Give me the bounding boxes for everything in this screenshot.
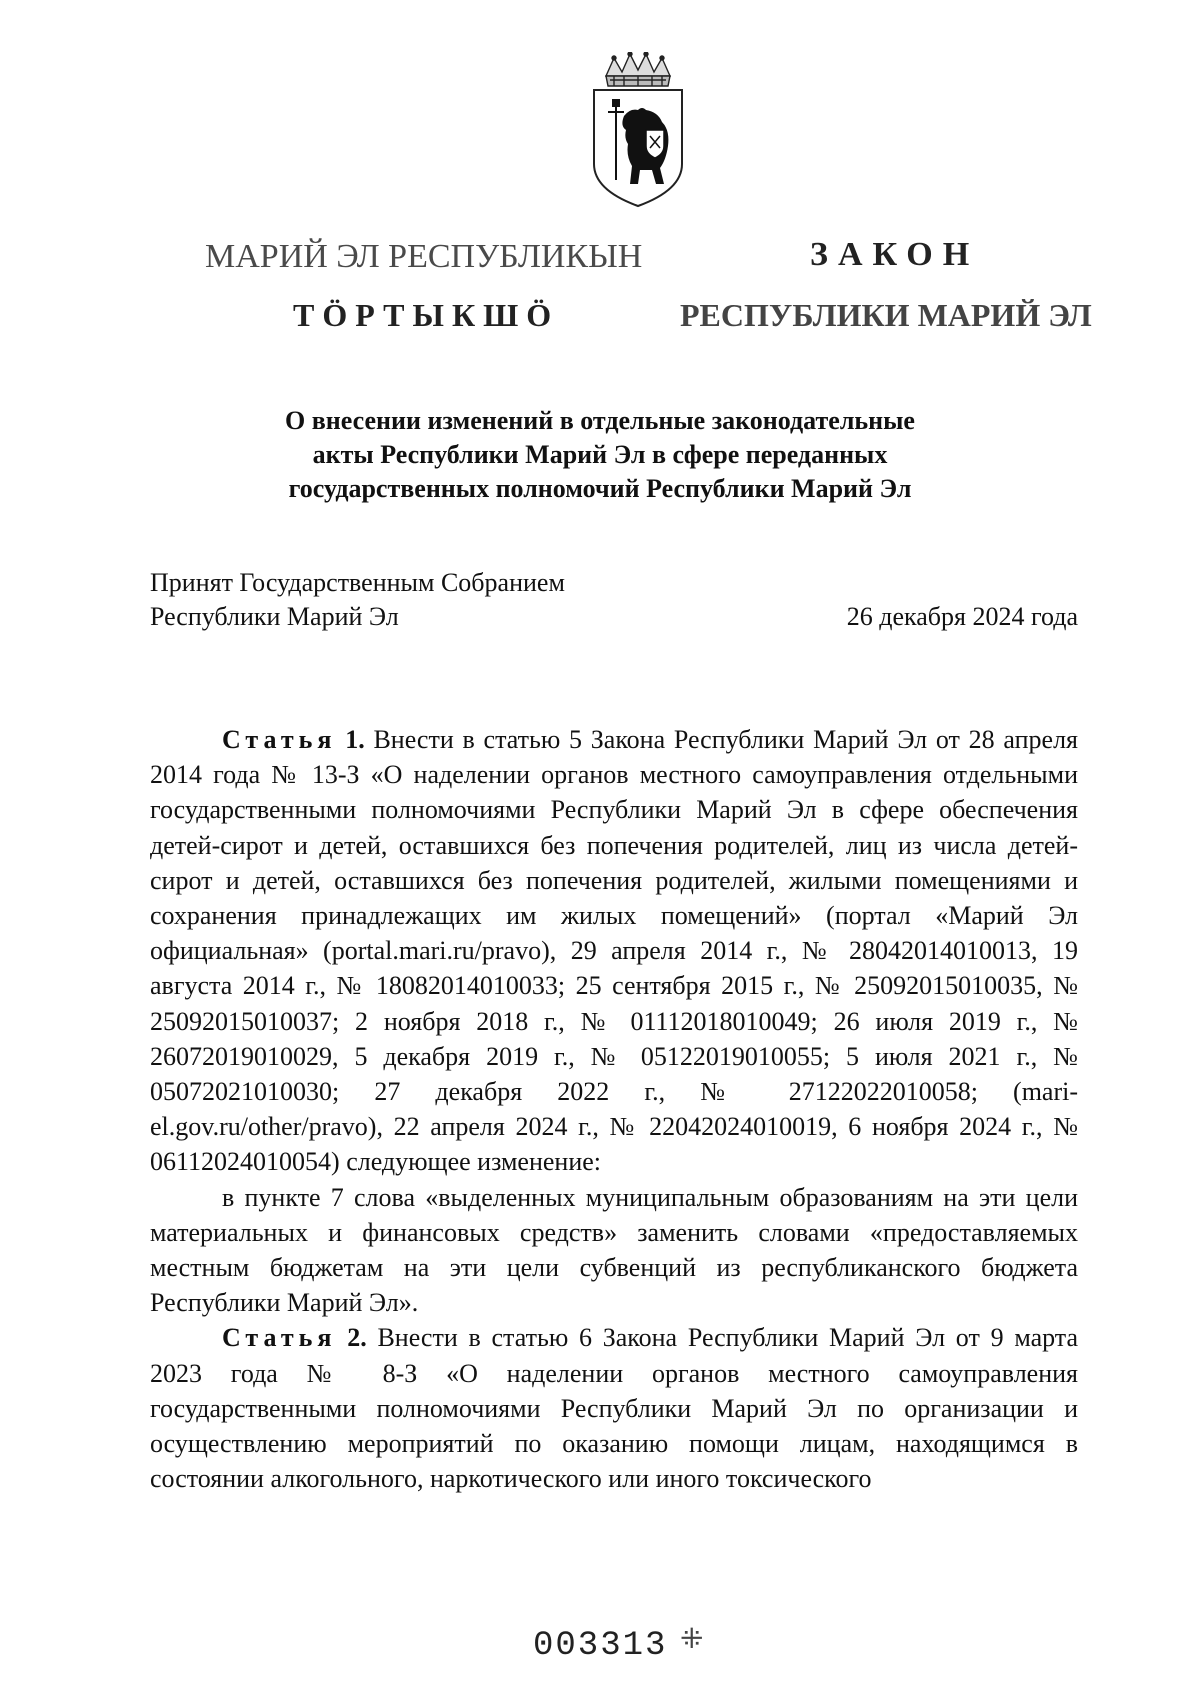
adoption-line-2: Республики Марий Эл — [150, 602, 399, 631]
adoption-statement — [150, 566, 565, 634]
header-law-word: ЗАКОН — [810, 236, 980, 273]
title-line-1: О внесении изменений в отдельные законодательные — [285, 406, 915, 435]
article-1-amendment: в пункте 7 слова «выделенных муниципальным образованиям на эти цели материальных и финансовых средств» заменить словами «предоставляемых местным бюджетам на эти цели субвенций из республиканского бюджета Республики Марий Эл». — [150, 1182, 1078, 1318]
article-1-label: Статья — [222, 725, 337, 754]
adoption-line-1: Принят Государственным Собранием — [150, 568, 565, 597]
header-mari-republic: МАРИЙ ЭЛ РЕСПУБЛИКЫН — [205, 238, 643, 275]
serial-mark-icon: ⁜ — [680, 1624, 704, 1655]
article-2-label: Статья — [222, 1323, 337, 1353]
header-mari-law-word: ТӦРТЫКШӦ — [293, 297, 560, 333]
title-line-2: акты Республики Марий Эл в сфере переданных — [312, 440, 888, 469]
coat-of-arms-icon — [584, 52, 692, 210]
article-2 — [150, 1320, 1078, 1496]
document-title — [150, 404, 1050, 506]
title-line-3: государственных полномочий Республики Марий Эл — [288, 474, 912, 503]
article-2-text: Внести в статью 6 Закона Республики Марий Эл от 9 марта 2023 года № 8-З «О наделении органов местного самоуправления государственными полномочиями Республики Марий Эл по организации и осуществлению мероприятий по оказанию помощи лицам, находящимся в состоянии алкогольного, наркотического или иного токсического — [150, 1323, 1079, 1494]
document-body — [150, 722, 1078, 1496]
article-1 — [150, 722, 1078, 1180]
header-republic-name: РЕСПУБЛИКИ МАРИЙ ЭЛ — [680, 297, 1092, 333]
article-1-text: Внести в статью 5 Закона Республики Марий Эл от 28 апреля 2014 года № 13-З «О наделении органов местного самоуправления отдельными государственными полномочиями Республики Марий Эл в сфере обеспечения детей-сирот и детей, оставшихся без попечения родителей, лиц из числа детей-сирот и детей, оставшихся без попечения родителей, жилыми помещениями и сохранения принадлежащих им жилых помещений» (портал «Марий Эл официальная» (portal.mari.ru/pravo), 29 апреля 2014 г., № 28042014010013, 19 августа 2014 г., № 18082014010033; 25 сентября 2015 г., № 25092015010035, № 25092015010037; 2 ноября 2018 г., № 01112018010049; 26 июля 2019 г., № 26072019010029, 5 декабря 2019 г., № 05122019010055; 5 июля 2021 г., № 05072021010030; 27 декабря 2022 г., № 27122022010058; (mari-el.gov.ru/other/pravo), 22 апреля 2024 г., № 22042024010019, 6 ноября 2024 г., № 06112024010054) следующее изменение: — [150, 725, 1079, 1177]
adoption-date: 26 декабря 2024 года — [846, 602, 1078, 631]
article-1-number: 1. — [345, 725, 365, 754]
serial-number: 003313 — [533, 1627, 668, 1665]
article-2-number: 2. — [347, 1323, 367, 1353]
